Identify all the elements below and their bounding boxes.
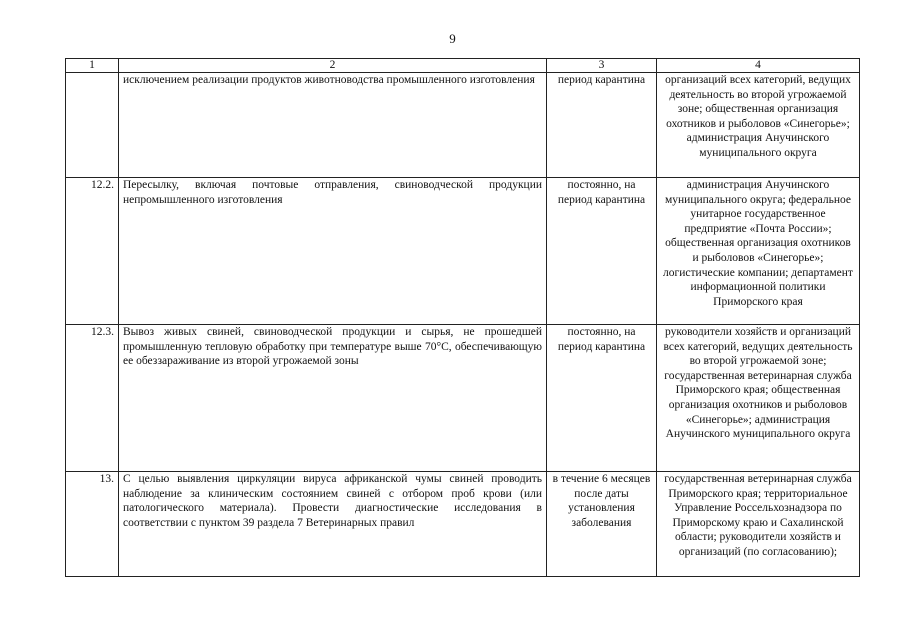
column-header-responsible: 4	[657, 59, 860, 73]
column-header-measure: 2	[119, 59, 547, 73]
table-row	[66, 178, 860, 325]
table-row	[66, 325, 860, 472]
item-number: 13.	[66, 472, 119, 577]
measures-table	[65, 58, 860, 577]
measure-responsible: государственная ветеринарная служба Приморского края; территориальное Управление Россельхознадзора по Приморскому краю и Сахалинской области; руководители хозяйств и организаций (по согласованию);	[657, 472, 860, 577]
item-number	[66, 73, 119, 178]
measure-responsible: администрация Анучинского муниципального округа; федеральное унитарное государственное предприятие «Почта России»; общественная организация охотников и рыболовов «Синегорье»; логистические компании; департамент информационной политики Приморского края	[657, 178, 860, 325]
measure-term: в течение 6 месяцев после даты установления заболевания	[547, 472, 657, 577]
item-number: 12.3.	[66, 325, 119, 472]
column-header-number: 1	[66, 59, 119, 73]
measure-description: Вывоз живых свиней, свиноводческой продукции и сырья, не прошедшей промышленную тепловую обработку при температуре выше 70°С, обеспечивающую ее обеззараживание из второй угрожаемой зоны	[119, 325, 547, 472]
table-row	[66, 472, 860, 577]
measure-responsible: организаций всех категорий, ведущих деятельность во второй угрожаемой зоне; общественная организация охотников и рыболовов «Синегорье»; администрация Анучинского муниципального округа	[657, 73, 860, 178]
measure-description: Пересылку, включая почтовые отправления, свиноводческой продукции непромышленного изготовления	[119, 178, 547, 325]
page-number: 9	[449, 31, 456, 46]
column-header-term: 3	[547, 59, 657, 73]
table-header-row	[66, 59, 860, 73]
measure-responsible: руководители хозяйств и организаций всех категорий, ведущих деятельность во второй угрожаемой зоне; государственная ветеринарная служба Приморского края; общественная организация охотников и рыболовов «Синегорье»; администрация Анучинского муниципального округа	[657, 325, 860, 472]
measure-term: постоянно, на период карантина	[547, 325, 657, 472]
measure-description: исключением реализации продуктов животноводства промышленного изготовления	[119, 73, 547, 178]
measure-term: период карантина	[547, 73, 657, 178]
measure-term: постоянно, на период карантина	[547, 178, 657, 325]
measure-description: С целью выявления циркуляции вируса африканской чумы свиней проводить наблюдение за клиническим состоянием свиней с отбором проб крови (или патологического материала). Провести диагностические исследования в соответствии с пунктом 39 раздела 7 Ветеринарных правил	[119, 472, 547, 577]
item-number: 12.2.	[66, 178, 119, 325]
table-row	[66, 73, 860, 178]
